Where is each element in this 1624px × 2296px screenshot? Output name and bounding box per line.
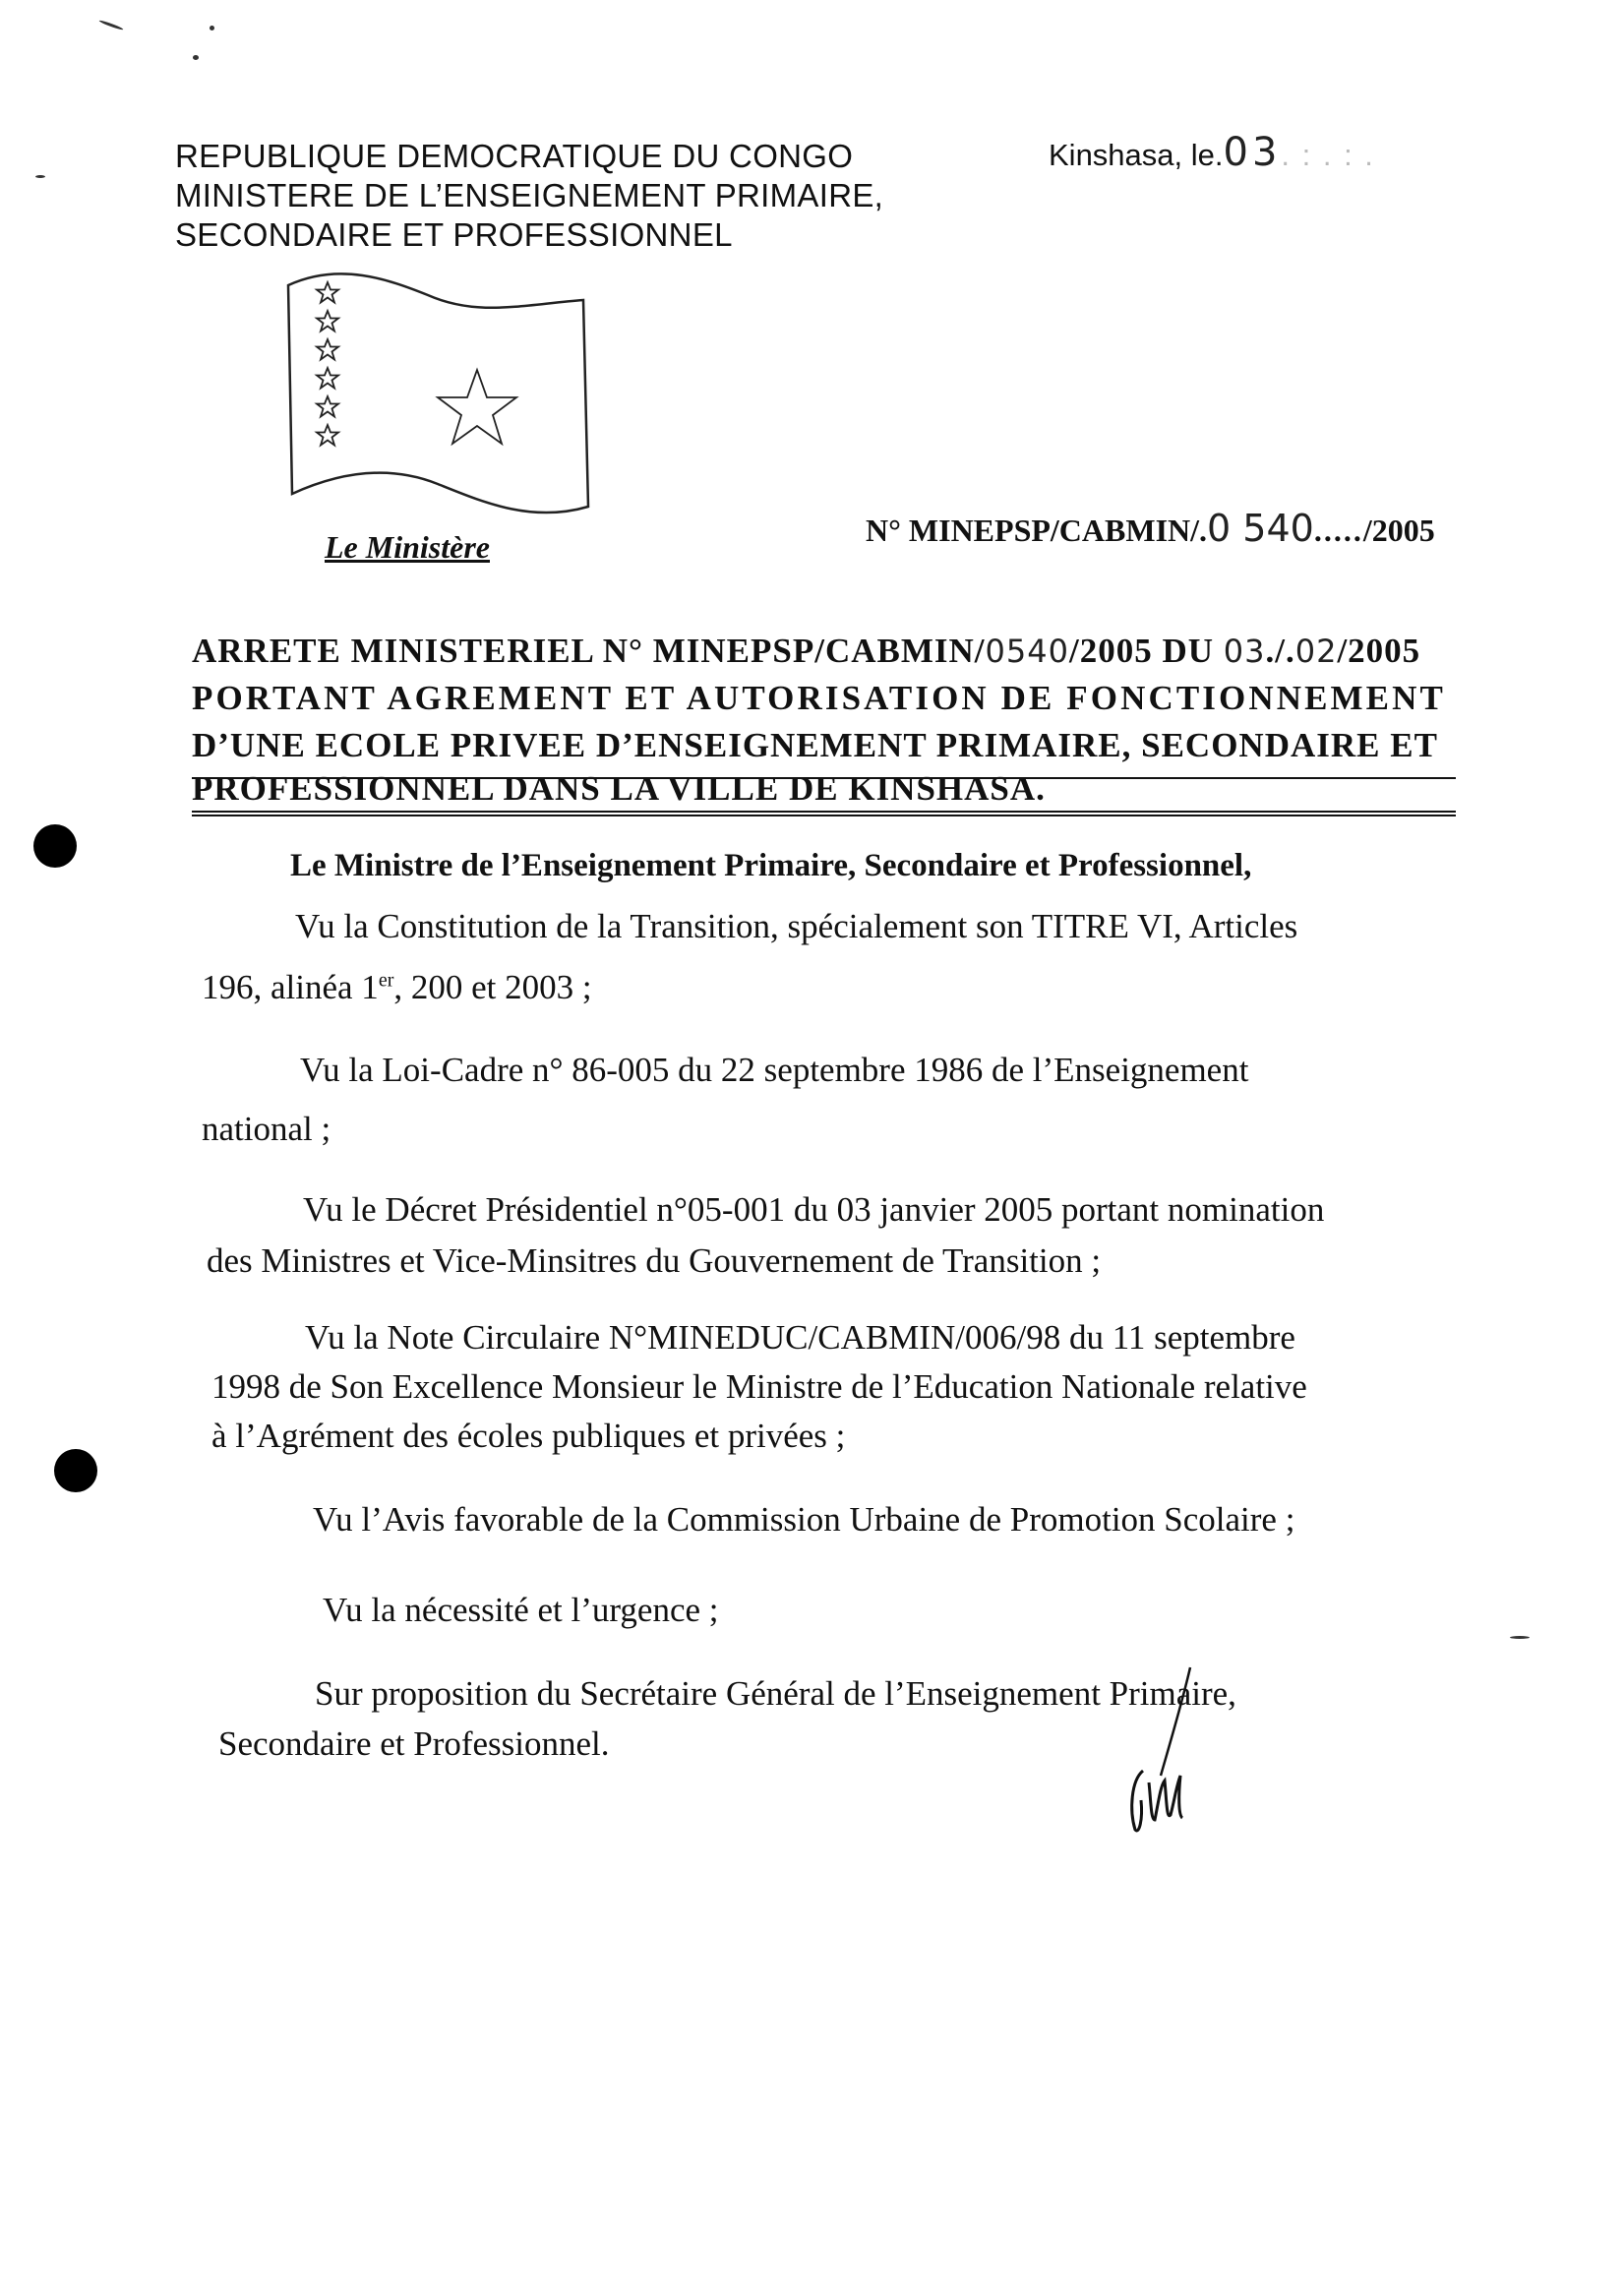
faded-date: . : . : . (1281, 138, 1375, 172)
reference-suffix: /2005 (1362, 513, 1435, 548)
para-decret-l2: des Ministres et Vice-Minsitres du Gouvernement de Transition ; (207, 1241, 1102, 1280)
decree-title-line3: D’UNE ECOLE PRIVEE D’ENSEIGNEMENT PRIMAIRE, SECONDAIRE ET (192, 726, 1438, 764)
header-ministry-cont: SECONDAIRE ET PROFESSIONNEL (175, 216, 733, 253)
para-necessite: Vu la nécessité et l’urgence ; (323, 1591, 719, 1629)
reference-number: N° MINEPSP/CABMIN/.0 540...../2005 (866, 507, 1435, 550)
para-proposition-l1: Sur proposition du Secrétaire Général de l’Enseignement Primaire, (315, 1674, 1236, 1713)
scan-mark (210, 26, 214, 30)
place-date-prefix: Kinshasa, le. (1049, 138, 1224, 172)
header-ministry: MINISTERE DE L’ENSEIGNEMENT PRIMAIRE, (175, 177, 884, 213)
ministry-caption: Le Ministère (325, 529, 490, 565)
para-avis: Vu l’Avis favorable de la Commission Urbaine de Promotion Scolaire ; (313, 1500, 1295, 1539)
decree-day-handwritten: 03 (1223, 633, 1266, 670)
para-note-l1: Vu la Note Circulaire N°MINEDUC/CABMIN/006/98 du 11 septembre (305, 1318, 1295, 1357)
para-note-l3: à l’Agrément des écoles publiques et privées ; (211, 1417, 846, 1455)
decree-month-handwritten: 02 (1294, 633, 1338, 670)
scan-mark (98, 20, 123, 31)
place-date (1049, 130, 1375, 175)
scan-mark (193, 55, 199, 60)
minister-heading: Le Ministre de l’Enseignement Primaire, Secondaire et Professionnel, (290, 848, 1252, 883)
title-rule-double (192, 811, 1456, 816)
initials-signature-icon (1121, 1662, 1210, 1840)
para-constitution-l1: Vu la Constitution de la Transition, spécialement son TITRE VI, Articles (295, 907, 1298, 945)
decree-number-handwritten: 0540 (985, 633, 1069, 670)
decree-title-line4: PROFESSIONNEL DANS LA VILLE DE KINSHASA. (192, 769, 1046, 808)
para-constitution-end: , 200 et 2003 ; (393, 968, 592, 1006)
flag-icon (280, 266, 595, 521)
para-loi-cadre-l2: national ; (202, 1110, 331, 1148)
scan-mark (1510, 1636, 1530, 1639)
para-loi-cadre-l1: Vu la Loi-Cadre n° 86-005 du 22 septembre 1986 de l’Enseignement (300, 1051, 1249, 1089)
decree-title-line2: PORTANT AGREMENT ET AUTORISATION DE FONCTIONNEMENT (192, 679, 1446, 717)
para-constitution-l2 (202, 968, 592, 1007)
decree-number-mid: 2005 DU (1079, 632, 1215, 670)
para-note-l2: 1998 de Son Excellence Monsieur le Ministre de l’Education Nationale relative (211, 1367, 1307, 1406)
para-decret-l1: Vu le Décret Présidentiel n°05-001 du 03 janvier 2005 portant nomination (303, 1190, 1325, 1229)
reference-handwritten: 0 540 (1207, 507, 1314, 550)
header-country: REPUBLIQUE DEMOCRATIQUE DU CONGO (175, 138, 854, 174)
scan-mark (35, 175, 45, 178)
para-proposition-l2: Secondaire et Professionnel. (218, 1724, 610, 1763)
place-date-handwritten: 03 (1223, 130, 1282, 175)
decree-year: /2005 (1337, 632, 1421, 670)
reference-prefix: N° MINEPSP/CABMIN/. (866, 513, 1208, 548)
para-constitution-text: 196, alinéa 1 (202, 968, 379, 1006)
decree-number-prefix: ARRETE MINISTERIEL N° MINEPSP/CABMIN/ (192, 632, 986, 670)
title-rule-top (192, 773, 1456, 779)
punch-hole (33, 824, 77, 868)
decree-title-line1: ARRETE MINISTERIEL N° MINEPSP/CABMIN/0540/2005 DU 03./.02/2005 (192, 632, 1421, 670)
punch-hole (54, 1449, 97, 1492)
superscript-er: er (378, 969, 394, 992)
